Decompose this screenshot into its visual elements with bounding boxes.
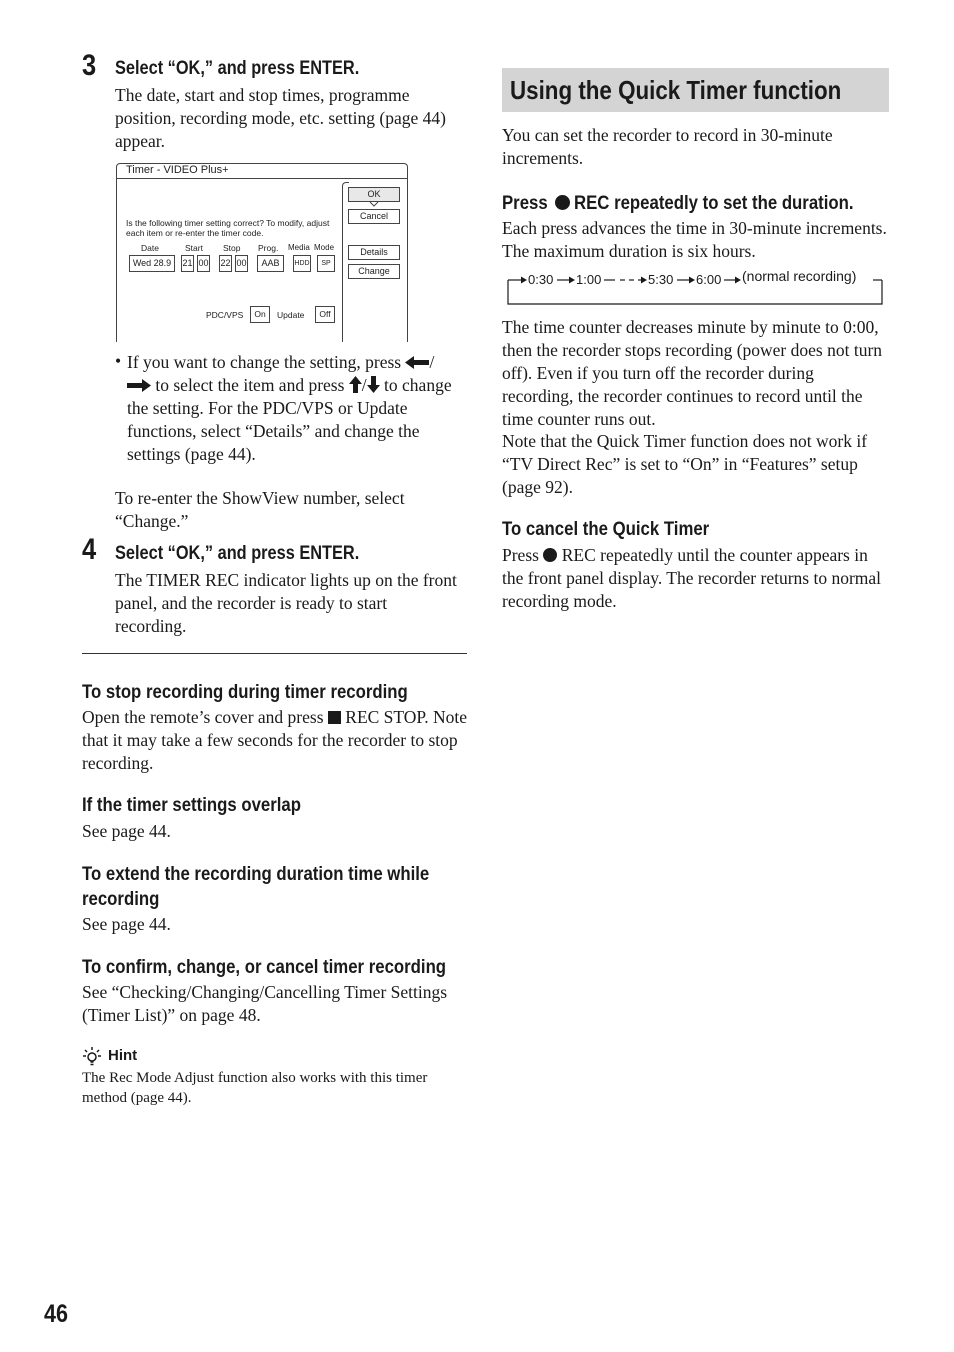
page-number-wrap <box>44 1300 72 1328</box>
step-number-4: 4 <box>82 533 97 566</box>
down-arrow-icon <box>367 376 380 393</box>
col-date-label: Date <box>141 243 159 253</box>
bullet-part1: If you want to change the setting, press <box>127 352 402 372</box>
col-stop-label: Stop <box>223 243 241 253</box>
timer-screen-title: Timer - VIDEO Plus+ <box>126 164 229 176</box>
reenter-note: To re-enter the ShowView number, select “Change.” <box>115 488 405 531</box>
normal-recording-label: (normal recording) <box>742 268 857 284</box>
note-body: Note that the Quick Timer function does not work if “TV Direct Rec” is set to “On” in “Features” setup (page 92). <box>502 431 868 497</box>
overlap-heading-wrap <box>82 793 337 817</box>
media-field[interactable]: HDD <box>293 255 311 272</box>
duration-0-30: 0:30 <box>528 272 554 287</box>
update-label: Update <box>277 310 305 320</box>
section-divider <box>82 653 467 654</box>
timer-screen-menu-divider <box>342 182 349 342</box>
bullet-part2: to select the item and press <box>155 375 345 395</box>
duration-5-30: 5:30 <box>648 272 674 287</box>
step4-body: The TIMER REC indicator lights up on the front panel, and the recorder is ready to start recording. <box>115 570 457 636</box>
press-heading-pre-text: Press <box>502 192 548 214</box>
bullet-part3: to change the setting. For the PDC/VPS or Update functions, select “Details” and change the settings (page 44). <box>127 375 452 464</box>
duration-6-00: 6:00 <box>696 272 722 287</box>
confirm-heading-wrap <box>82 955 505 979</box>
hint-lightbulb-icon <box>82 1046 102 1066</box>
col-media-label: Media <box>288 243 310 252</box>
cancel-quick-timer-heading: To cancel the Quick Timer <box>502 518 710 540</box>
extend-heading-line1: To extend the recording duration time while <box>82 863 430 885</box>
confirm-body: See “Checking/Changing/Cancelling Timer Settings (Timer List)” on page 48. <box>82 982 448 1025</box>
quick-timer-title: Using the Quick Timer function <box>510 75 842 105</box>
change-button[interactable]: Change <box>348 264 400 279</box>
update-field[interactable]: Off <box>315 306 335 323</box>
prog-field[interactable]: AAB <box>257 255 284 272</box>
extend-heading-wrap-2 <box>82 887 172 911</box>
step3-heading-wrap <box>115 58 399 80</box>
press-rec-heading <box>502 191 899 215</box>
counter-body: The time counter decreases minute by minute to 0:00, then the recorder stops recording (power does not turn off). Even if you turn off the recorder during recording, the recorder continues to record until the time counter runs out. <box>502 317 883 429</box>
col-mode-label: Mode <box>314 243 335 252</box>
stop-hour-field[interactable]: 22 <box>219 255 232 272</box>
press-heading-pre <box>502 191 555 215</box>
step3-heading: Select “OK,” and press ENTER. <box>115 58 360 79</box>
duration-1-00: 1:00 <box>576 272 602 287</box>
cancel-body-post: REC repeatedly until the counter appears in the front panel display. The recorder returns to normal recording mode. <box>502 545 882 611</box>
details-button[interactable]: Details <box>348 245 400 260</box>
cancel-button[interactable]: Cancel <box>348 209 400 224</box>
cancel-heading-wrap <box>502 517 743 541</box>
rec-dot-icon <box>555 195 570 210</box>
stop-body-post: REC STOP. Note that it may take a few seconds for the recorder to stop recording. <box>82 707 467 773</box>
bullet-marker: • <box>115 351 122 371</box>
step3-body: The date, start and stop times, programme position, recording mode, etc. setting (page 44) appear. <box>115 85 446 151</box>
left-arrow-icon <box>405 356 429 369</box>
right-arrow-icon <box>127 379 151 392</box>
cancel-quick-timer-body <box>502 544 889 613</box>
press-heading-post: REC repeatedly to set the duration. <box>574 192 854 214</box>
stop-square-icon <box>328 711 341 724</box>
up-arrow-icon <box>349 376 362 393</box>
overlap-body: See page 44. <box>82 821 171 841</box>
mode-field[interactable]: SP <box>317 255 335 272</box>
quick-timer-intro: You can set the recorder to record in 30-minute increments. <box>502 125 833 168</box>
start-hour-field[interactable]: 21 <box>181 255 194 272</box>
stop-minute-field[interactable]: 00 <box>235 255 248 272</box>
date-field[interactable]: Wed 28.9 <box>129 255 175 272</box>
extend-heading-line2: recording <box>82 888 160 910</box>
quick-timer-title-bar <box>502 68 889 112</box>
col-prog-label: Prog. <box>258 243 279 253</box>
press-rec-body: Each press advances the time in 30-minute increments. The maximum duration is six hours. <box>502 218 887 261</box>
duration-sequence <box>507 268 883 304</box>
col-start-label: Start <box>185 243 203 253</box>
pdc-label: PDC/VPS <box>206 310 244 320</box>
stop-body <box>82 706 467 775</box>
stop-heading-wrap <box>82 680 461 704</box>
timer-screen-message: Is the following timer setting correct? To modify, adjust each item or re-enter the timer code. <box>126 218 330 238</box>
change-setting-bullet: If you want to change the setting, press / to select the item and press / to change the setting. For the PDC/VPS or Update functions, select “Details” and change the settings (page 44). <box>127 352 452 464</box>
extend-heading-wrap-1 <box>82 862 486 886</box>
rec-dot-icon-2 <box>543 548 557 562</box>
extend-body: See page 44. <box>82 914 171 934</box>
cancel-body-pre: Press <box>502 545 539 565</box>
timer-screen <box>116 163 408 343</box>
page-number: 46 <box>44 1300 68 1328</box>
start-minute-field[interactable]: 00 <box>197 255 210 272</box>
pdc-field[interactable]: On <box>250 306 270 323</box>
step-number-3: 3 <box>82 49 97 82</box>
step4-heading: Select “OK,” and press ENTER. <box>115 543 360 564</box>
step4-heading-wrap <box>115 543 399 565</box>
hint-label: Hint <box>108 1047 138 1064</box>
stop-body-pre: Open the remote’s cover and press <box>82 707 324 727</box>
confirm-heading: To confirm, change, or cancel timer recording <box>82 956 447 978</box>
overlap-heading: If the timer settings overlap <box>82 794 302 816</box>
ok-button[interactable]: OK <box>348 187 400 202</box>
cursor-down-icon <box>369 201 379 207</box>
stop-heading: To stop recording during timer recording <box>82 681 408 703</box>
hint-body: The Rec Mode Adjust function also works with this timer method (page 44). <box>82 1070 428 1106</box>
